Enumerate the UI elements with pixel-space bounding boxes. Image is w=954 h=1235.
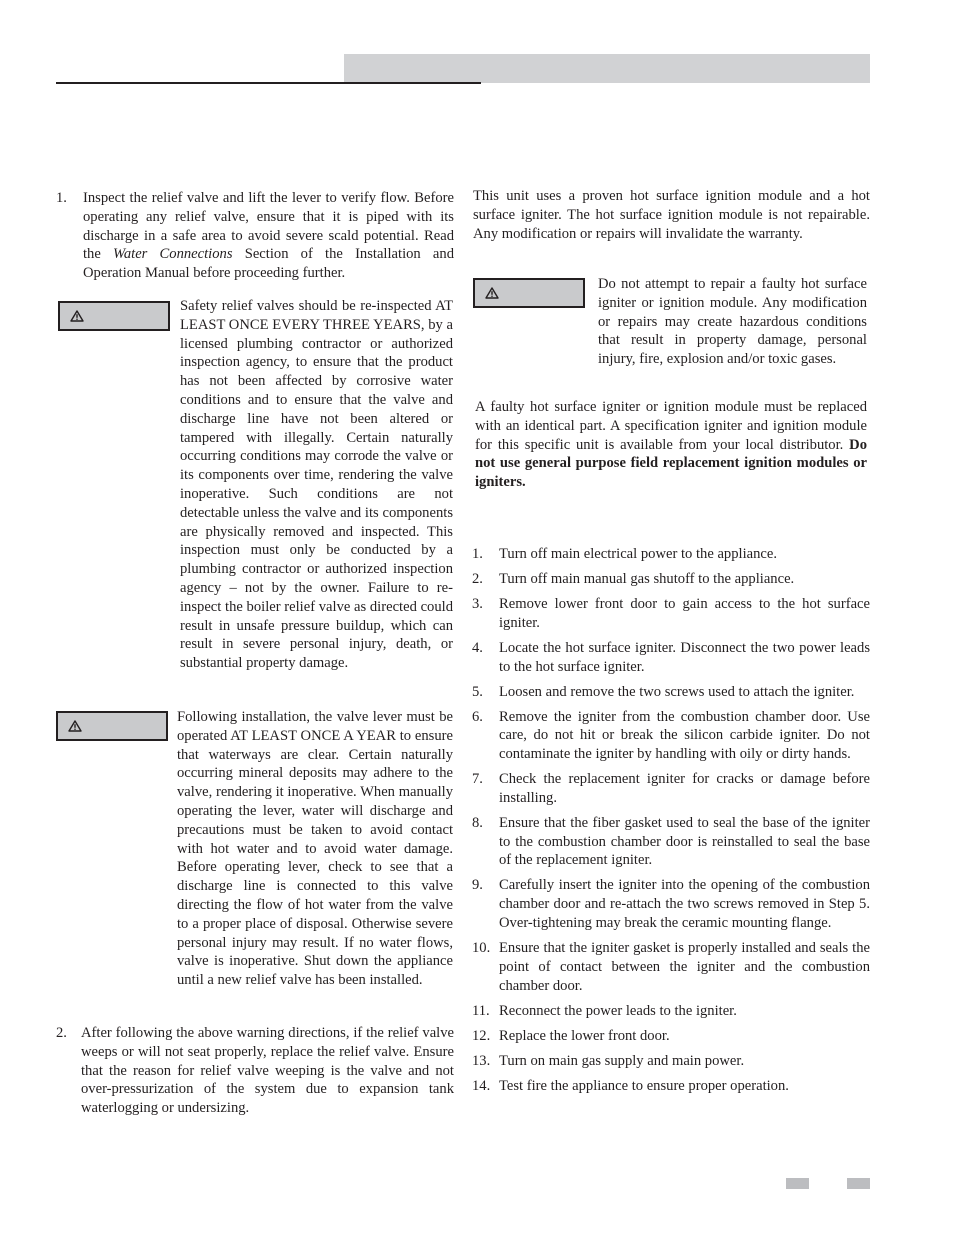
list-number: 14. bbox=[472, 1077, 491, 1094]
list-number: 13. bbox=[472, 1052, 491, 1069]
list-item-text: Loosen and remove the two screws used to attach the igniter. bbox=[499, 683, 855, 700]
warning-text-igniter: Do not attempt to repair a faulty hot surface igniter or ignition module. Any modification or repairs may create hazardous conditions that result in property damage, personal injury, fire, explosion and/or toxic gases. bbox=[598, 276, 867, 368]
list-number: 1. bbox=[56, 190, 67, 206]
list-number: 3. bbox=[472, 595, 483, 612]
list-item bbox=[472, 770, 870, 808]
list-item bbox=[472, 1077, 870, 1096]
list-item-text: Turn off main electrical power to the appliance. bbox=[499, 546, 778, 562]
replacement-note: A faulty hot surface igniter or ignition module must be replaced with an identical part. A specification igniter and ignition module for this specific unit is available from your local distributor. Do not use general purpose field replacement ignition modules or igniters. bbox=[475, 399, 867, 491]
warning-triangle-icon bbox=[70, 310, 84, 322]
list-item bbox=[472, 876, 870, 932]
list-item bbox=[472, 1027, 870, 1046]
list-item bbox=[472, 639, 870, 677]
header-bar bbox=[344, 54, 870, 83]
list-number: 1. bbox=[472, 546, 483, 562]
list-item bbox=[472, 595, 870, 633]
footer-block-left bbox=[786, 1178, 809, 1189]
list-item bbox=[472, 1052, 870, 1071]
list-number: 12. bbox=[472, 1027, 491, 1044]
warning-triangle-icon bbox=[485, 287, 499, 299]
list-item-text: Ensure that the fiber gasket used to seal the base of the igniter to the combustion chamber door is reinstalled to seal the base of the replacement igniter. bbox=[499, 814, 870, 869]
header-rule bbox=[56, 82, 481, 84]
warning-box bbox=[58, 301, 170, 331]
warning-box bbox=[473, 278, 585, 308]
list-item-text: Remove lower front door to gain access to the hot surface igniter. bbox=[499, 595, 870, 631]
list-number: 9. bbox=[472, 877, 483, 894]
list-item-text: Ensure that the igniter gasket is properly installed and seals the point of contact between the igniter and the combustion chamber door. bbox=[499, 940, 870, 994]
list-number: 4. bbox=[472, 639, 483, 656]
list-item bbox=[472, 683, 870, 702]
list-item-text: Inspect the relief valve and lift the lever to verify flow. Before operating any relief valve, ensure that it is piped with its discharge in a safe area to avoid severe scald potential. Read the Water Connections Section of the Installation and Operation Manual before proceeding further. bbox=[83, 190, 454, 282]
list-number: 8. bbox=[472, 814, 483, 831]
list-item bbox=[472, 570, 870, 589]
footer-block-right bbox=[847, 1178, 870, 1189]
ignition-intro: This unit uses a proven hot surface ignition module and a hot surface igniter. The hot surface ignition module is not repairable. Any modification or repairs will invalidate the warranty. bbox=[473, 188, 870, 242]
list-item-text: Locate the hot surface igniter. Disconnect the two power leads to the hot surface igniter. bbox=[499, 639, 870, 675]
list-item-text: Reconnect the power leads to the igniter. bbox=[499, 1002, 737, 1019]
list-number: 11. bbox=[472, 1002, 490, 1019]
list-number: 7. bbox=[472, 771, 483, 788]
warning-text-reinspect: Safety relief valves should be re-inspected AT LEAST ONCE EVERY THREE YEARS, by a licensed plumbing contractor or authorized inspection agency, to ensure that the product has not been affected by corrosive water conditions and to ensure that the valve and discharge line have not been altered or tampered with illegally. Certain naturally occurring conditions may corrode the valve or its components over time, rendering the valve inoperative. Such conditions are not detectable unless the valve and its components are physically removed and inspected. This inspection must only be conducted by a plumbing contractor or authorized inspection agency – not by the owner. Failure to re-inspect the boiler relief valve as directed could result in unsafe pressure buildup, which can result in severe personal injury, death, or substantial property damage. bbox=[180, 298, 453, 672]
list-item bbox=[472, 939, 870, 995]
list-item-text: Check the replacement igniter for cracks or damage before installing. bbox=[499, 771, 870, 806]
list-item bbox=[472, 708, 870, 764]
list-item-text: Test fire the appliance to ensure proper operation. bbox=[499, 1077, 789, 1094]
list-item-text: Replace the lower front door. bbox=[499, 1027, 670, 1044]
list-item bbox=[472, 1002, 870, 1021]
warning-box bbox=[56, 711, 168, 741]
list-number: 2. bbox=[472, 570, 483, 587]
list-number: 6. bbox=[472, 708, 483, 725]
list-item-text: Carefully insert the igniter into the opening of the combustion chamber door and re-attach the two screws removed in Step 5. Over-tightening may break the ceramic mounting flange. bbox=[499, 877, 870, 932]
list-item-text: Turn on main gas supply and main power. bbox=[499, 1052, 745, 1069]
list-item bbox=[472, 814, 870, 870]
list-item-text: Remove the igniter from the combustion chamber door. Use care, do not hit or break the silicon carbide igniter. Do not contaminate the igniter by handling with oily or dirty hands. bbox=[499, 708, 870, 763]
replacement-steps-list bbox=[472, 545, 870, 1102]
list-item-text: Turn off main manual gas shutoff to the appliance. bbox=[499, 570, 795, 587]
list-number: 10. bbox=[472, 940, 491, 957]
list-item bbox=[472, 545, 870, 564]
list-number: 2. bbox=[56, 1025, 67, 1041]
list-number: 5. bbox=[472, 683, 483, 700]
warning-triangle-icon bbox=[68, 720, 82, 732]
list-item-text: After following the above warning directions, if the relief valve weeps or will not seat properly, replace the relief valve. Ensure that the reason for relief valve weeping is the valve and not over-pressurization of the system due to expansion tank waterlogging or undersizing. bbox=[81, 1025, 454, 1117]
warning-text-valve-lever: Following installation, the valve lever must be operated AT LEAST ONCE A YEAR to ensure that waterways are clear. Certain naturally occurring mineral deposits may adhere to the valve, rendering it inoperative. When manually operating the lever, water will discharge and precautions must be taken to avoid contact with hot water and to avoid water damage. Before operating lever, check to see that a discharge line is connected to this valve directing the flow of hot water from the valve to a proper place of disposal. Otherwise severe personal injury may result. If no water flows, valve is inoperative. Shut down the appliance until a new relief valve has been installed. bbox=[177, 709, 453, 989]
